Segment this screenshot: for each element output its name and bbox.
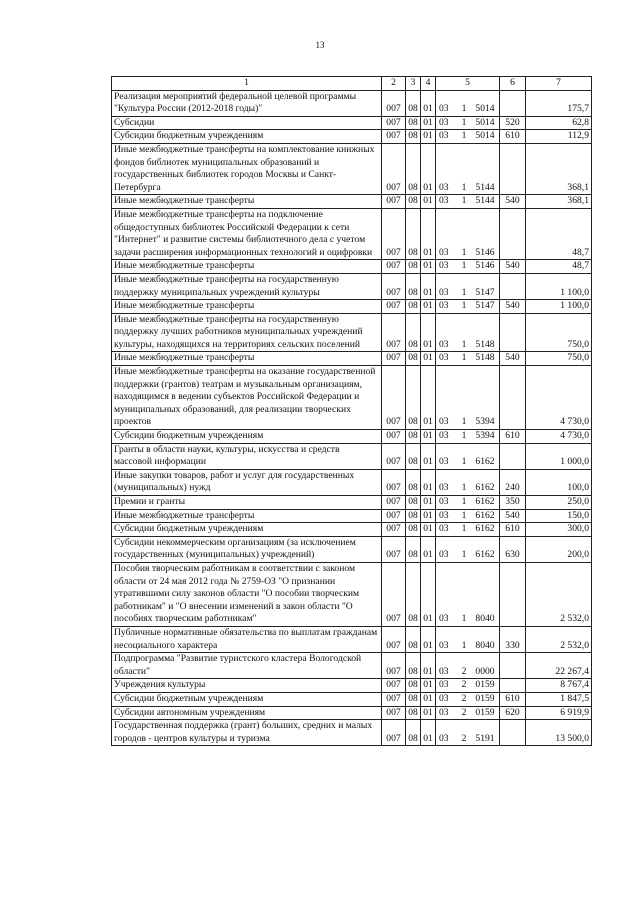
expense-type-code: 540	[500, 300, 526, 314]
section-code: 08	[406, 679, 421, 693]
expense-name: Учреждения культуры	[112, 679, 382, 693]
target-article-subprogram: 1	[461, 195, 467, 207]
table-row	[112, 143, 592, 194]
table-row	[112, 496, 592, 510]
target-article-program: 03	[439, 692, 449, 704]
amount: 112,9	[526, 130, 592, 144]
column-header: 6	[500, 77, 526, 91]
amount: 368,1	[526, 195, 592, 209]
target-article-item: 8040	[475, 639, 495, 651]
expense-name: Иные межбюджетные трансферты	[112, 300, 382, 314]
expense-name: Иные закупки товаров, работ и услуг для государственных (муниципальных) нужд	[112, 469, 382, 495]
target-article-subprogram: 2	[461, 692, 467, 704]
expense-type-code: 610	[500, 523, 526, 537]
amount: 2 532,0	[526, 562, 592, 626]
target-article-subprogram: 1	[461, 246, 467, 258]
target-article-item: 8040	[475, 613, 495, 625]
expense-name: Субсидии автономным учреждениям	[112, 706, 382, 720]
table-row	[112, 562, 592, 626]
expense-type-code: 610	[500, 430, 526, 444]
expense-type-code: 540	[500, 260, 526, 274]
subsection-code: 01	[421, 443, 436, 469]
target-article-item: 6162	[475, 549, 495, 561]
section-code: 08	[406, 366, 421, 430]
expense-name: Премии и гранты	[112, 496, 382, 510]
table-row	[112, 90, 592, 116]
ministry-code: 007	[382, 195, 406, 209]
target-article-code	[436, 430, 500, 444]
target-article-item: 6162	[475, 523, 495, 535]
target-article-item: 5014	[475, 103, 495, 115]
expense-type-code: 540	[500, 509, 526, 523]
target-article-program: 03	[439, 116, 449, 128]
amount: 175,7	[526, 90, 592, 116]
expense-name: Иные межбюджетные трансферты	[112, 195, 382, 209]
expense-name: Субсидии бюджетным учреждениям	[112, 430, 382, 444]
ministry-code: 007	[382, 536, 406, 562]
amount: 750,0	[526, 352, 592, 366]
subsection-code: 01	[421, 130, 436, 144]
target-article-subprogram: 2	[461, 679, 467, 691]
expense-type-code: 240	[500, 469, 526, 495]
target-article-code	[436, 536, 500, 562]
ministry-code: 007	[382, 706, 406, 720]
budget-table	[111, 76, 592, 746]
ministry-code: 007	[382, 366, 406, 430]
ministry-code: 007	[382, 300, 406, 314]
target-article-program: 03	[439, 260, 449, 272]
section-code: 08	[406, 352, 421, 366]
expense-type-code: 520	[500, 116, 526, 130]
target-article-program: 03	[439, 338, 449, 350]
expense-type-code: 350	[500, 496, 526, 510]
subsection-code: 01	[421, 653, 436, 679]
target-article-program: 03	[439, 456, 449, 468]
target-article-subprogram: 1	[461, 523, 467, 535]
ministry-code: 007	[382, 653, 406, 679]
ministry-code: 007	[382, 469, 406, 495]
table-row	[112, 626, 592, 652]
ministry-code: 007	[382, 692, 406, 706]
target-article-code	[436, 562, 500, 626]
target-article-program: 03	[439, 639, 449, 651]
table-row	[112, 260, 592, 274]
expense-name: Иные межбюджетные трансферты	[112, 352, 382, 366]
target-article-program: 03	[439, 246, 449, 258]
subsection-code: 01	[421, 260, 436, 274]
subsection-code: 01	[421, 679, 436, 693]
table-header-row	[112, 77, 592, 91]
section-code: 08	[406, 720, 421, 746]
table-row	[112, 692, 592, 706]
target-article-program: 03	[439, 300, 449, 312]
amount: 750,0	[526, 313, 592, 352]
subsection-code: 01	[421, 692, 436, 706]
table-row	[112, 430, 592, 444]
amount: 200,0	[526, 536, 592, 562]
amount: 100,0	[526, 469, 592, 495]
target-article-item: 5146	[475, 246, 495, 258]
target-article-code	[436, 626, 500, 652]
section-code: 08	[406, 90, 421, 116]
table-row	[112, 352, 592, 366]
target-article-code	[436, 653, 500, 679]
target-article-code	[436, 706, 500, 720]
expense-name: Иные межбюджетные трансферты на подключение общедоступных библиотек Российской Федерации к сети "Интернет" и развитие системы библиотечного дела с учетом задачи расширения информационных технологий и оцифровки	[112, 208, 382, 259]
target-article-subprogram: 1	[461, 430, 467, 442]
expense-name: Иные межбюджетные трансферты	[112, 509, 382, 523]
ministry-code: 007	[382, 430, 406, 444]
expense-type-code: 540	[500, 352, 526, 366]
expense-type-code: 330	[500, 626, 526, 652]
table-row	[112, 443, 592, 469]
target-article-item: 5394	[475, 430, 495, 442]
subsection-code: 01	[421, 143, 436, 194]
expense-type-code: 540	[500, 195, 526, 209]
target-article-item: 0000	[475, 665, 495, 677]
expense-name: Иные межбюджетные трансферты на государственную поддержку муниципальных учреждений культуры	[112, 273, 382, 299]
expense-name: Иные межбюджетные трансферты на оказание государственной поддержки (грантов) театрам и музыкальным организациям, находящимся в ведении субъектов Российской Федерации и муниципальных образований, для реализации творческих проектов	[112, 366, 382, 430]
section-code: 08	[406, 469, 421, 495]
amount: 48,7	[526, 208, 592, 259]
expense-name: Пособия творческим работникам в соответствии с законом области от 24 мая 2012 года № 2759-ОЗ "О признании утратившими силу законов области "О пособии творческим работникам" и "О внесении изменений в закон области "О пособиях творческим работникам"	[112, 562, 382, 626]
target-article-program: 03	[439, 352, 449, 364]
expense-name: Субсидии	[112, 116, 382, 130]
section-code: 08	[406, 536, 421, 562]
expense-type-code: 610	[500, 130, 526, 144]
target-article-item: 5394	[475, 416, 495, 428]
expense-type-code	[500, 90, 526, 116]
target-article-subprogram: 1	[461, 181, 467, 193]
section-code: 08	[406, 130, 421, 144]
target-article-item: 5147	[475, 286, 495, 298]
section-code: 08	[406, 443, 421, 469]
target-article-program: 03	[439, 130, 449, 142]
target-article-item: 5191	[475, 732, 495, 744]
table-row	[112, 130, 592, 144]
page-number: 13	[315, 40, 325, 50]
subsection-code: 01	[421, 273, 436, 299]
section-code: 08	[406, 430, 421, 444]
target-article-code	[436, 509, 500, 523]
target-article-item: 5148	[475, 352, 495, 364]
expense-name: Иные межбюджетные трансферты	[112, 260, 382, 274]
table-row	[112, 509, 592, 523]
ministry-code: 007	[382, 208, 406, 259]
target-article-item: 6162	[475, 509, 495, 521]
column-header: 7	[526, 77, 592, 91]
amount: 4 730,0	[526, 366, 592, 430]
amount: 1 847,5	[526, 692, 592, 706]
target-article-subprogram: 2	[461, 665, 467, 677]
ministry-code: 007	[382, 509, 406, 523]
target-article-program: 03	[439, 665, 449, 677]
expense-name: Иные межбюджетные трансферты на государственную поддержку лучших работников муниципальных учреждений культуры, находящихся на территориях сельских поселений	[112, 313, 382, 352]
target-article-subprogram: 1	[461, 103, 467, 115]
subsection-code: 01	[421, 523, 436, 537]
target-article-item: 5146	[475, 260, 495, 272]
subsection-code: 01	[421, 536, 436, 562]
target-article-item: 5144	[475, 181, 495, 193]
subsection-code: 01	[421, 352, 436, 366]
target-article-item: 0159	[475, 706, 495, 718]
target-article-code	[436, 273, 500, 299]
target-article-program: 03	[439, 549, 449, 561]
ministry-code: 007	[382, 679, 406, 693]
target-article-item: 6162	[475, 456, 495, 468]
ministry-code: 007	[382, 130, 406, 144]
section-code: 08	[406, 509, 421, 523]
section-code: 08	[406, 273, 421, 299]
section-code: 08	[406, 496, 421, 510]
target-article-item: 0159	[475, 692, 495, 704]
target-article-program: 03	[439, 286, 449, 298]
target-article-subprogram: 1	[461, 338, 467, 350]
ministry-code: 007	[382, 443, 406, 469]
table-row	[112, 523, 592, 537]
target-article-subprogram: 1	[461, 116, 467, 128]
target-article-program: 03	[439, 732, 449, 744]
table-row	[112, 720, 592, 746]
target-article-subprogram: 1	[461, 260, 467, 272]
target-article-subprogram: 2	[461, 706, 467, 718]
target-article-item: 5148	[475, 338, 495, 350]
ministry-code: 007	[382, 116, 406, 130]
expense-type-code	[500, 443, 526, 469]
subsection-code: 01	[421, 626, 436, 652]
target-article-item: 5144	[475, 195, 495, 207]
expense-type-code	[500, 143, 526, 194]
column-header: 5	[436, 77, 500, 91]
amount: 1 000,0	[526, 443, 592, 469]
target-article-code	[436, 469, 500, 495]
expense-type-code: 630	[500, 536, 526, 562]
target-article-program: 03	[439, 509, 449, 521]
subsection-code: 01	[421, 116, 436, 130]
column-header: 2	[382, 77, 406, 91]
target-article-subprogram: 1	[461, 300, 467, 312]
expense-type-code	[500, 653, 526, 679]
subsection-code: 01	[421, 195, 436, 209]
target-article-code	[436, 720, 500, 746]
subsection-code: 01	[421, 509, 436, 523]
column-header: 4	[421, 77, 436, 91]
target-article-program: 03	[439, 613, 449, 625]
expense-type-code: 610	[500, 692, 526, 706]
section-code: 08	[406, 195, 421, 209]
table-row	[112, 536, 592, 562]
subsection-code: 01	[421, 562, 436, 626]
target-article-subprogram: 1	[461, 352, 467, 364]
target-article-code	[436, 352, 500, 366]
section-code: 08	[406, 313, 421, 352]
target-article-subprogram: 1	[461, 613, 467, 625]
section-code: 08	[406, 143, 421, 194]
subsection-code: 01	[421, 430, 436, 444]
target-article-item: 6162	[475, 482, 495, 494]
amount: 8 767,4	[526, 679, 592, 693]
table-row	[112, 706, 592, 720]
target-article-subprogram: 1	[461, 416, 467, 428]
ministry-code: 007	[382, 143, 406, 194]
amount: 250,0	[526, 496, 592, 510]
section-code: 08	[406, 116, 421, 130]
target-article-program: 03	[439, 496, 449, 507]
amount: 368,1	[526, 143, 592, 194]
section-code: 08	[406, 692, 421, 706]
expense-name: Государственная поддержка (грант) больших, средних и малых городов - центров культуры и туризма	[112, 720, 382, 746]
table-row	[112, 116, 592, 130]
target-article-subprogram: 1	[461, 509, 467, 521]
target-article-program: 03	[439, 181, 449, 193]
ministry-code: 007	[382, 562, 406, 626]
target-article-code	[436, 195, 500, 209]
target-article-subprogram: 1	[461, 639, 467, 651]
section-code: 08	[406, 653, 421, 679]
expense-name: Субсидии бюджетным учреждениям	[112, 523, 382, 537]
target-article-program: 03	[439, 706, 449, 718]
target-article-code	[436, 116, 500, 130]
ministry-code: 007	[382, 313, 406, 352]
ministry-code: 007	[382, 260, 406, 274]
section-code: 08	[406, 300, 421, 314]
ministry-code: 007	[382, 273, 406, 299]
target-article-item: 0159	[475, 679, 495, 691]
ministry-code: 007	[382, 496, 406, 510]
target-article-subprogram: 1	[461, 456, 467, 468]
target-article-program: 03	[439, 523, 449, 535]
subsection-code: 01	[421, 208, 436, 259]
expense-name: Публичные нормативные обязательства по выплатам гражданам несоциального характера	[112, 626, 382, 652]
table-row	[112, 313, 592, 352]
target-article-program: 03	[439, 482, 449, 494]
table-row	[112, 366, 592, 430]
section-code: 08	[406, 562, 421, 626]
target-article-subprogram: 1	[461, 482, 467, 494]
expense-type-code	[500, 313, 526, 352]
table-row	[112, 653, 592, 679]
expense-type-code	[500, 366, 526, 430]
target-article-code	[436, 366, 500, 430]
table-row	[112, 679, 592, 693]
expense-type-code	[500, 679, 526, 693]
target-article-code	[436, 260, 500, 274]
target-article-item: 5014	[475, 116, 495, 128]
target-article-item: 6162	[475, 496, 495, 507]
subsection-code: 01	[421, 90, 436, 116]
expense-name: Подпрограмма "Развитие туристского кластера Вологодской области"	[112, 653, 382, 679]
table-row	[112, 469, 592, 495]
target-article-program: 03	[439, 679, 449, 691]
table-row	[112, 195, 592, 209]
section-code: 08	[406, 260, 421, 274]
target-article-item: 5014	[475, 130, 495, 142]
target-article-item: 5147	[475, 300, 495, 312]
target-article-subprogram: 1	[461, 286, 467, 298]
target-article-program: 03	[439, 195, 449, 207]
target-article-program: 03	[439, 430, 449, 442]
target-article-subprogram: 1	[461, 496, 467, 507]
subsection-code: 01	[421, 300, 436, 314]
target-article-program: 03	[439, 103, 449, 115]
subsection-code: 01	[421, 313, 436, 352]
target-article-program: 03	[439, 416, 449, 428]
section-code: 08	[406, 706, 421, 720]
subsection-code: 01	[421, 720, 436, 746]
target-article-subprogram: 1	[461, 130, 467, 142]
amount: 62,8	[526, 116, 592, 130]
amount: 48,7	[526, 260, 592, 274]
target-article-code	[436, 300, 500, 314]
target-article-subprogram: 1	[461, 549, 467, 561]
section-code: 08	[406, 626, 421, 652]
table-row	[112, 208, 592, 259]
expense-type-code	[500, 273, 526, 299]
subsection-code: 01	[421, 706, 436, 720]
column-header: 3	[406, 77, 421, 91]
amount: 6 919,9	[526, 706, 592, 720]
expense-type-code: 620	[500, 706, 526, 720]
target-article-subprogram: 2	[461, 732, 467, 744]
subsection-code: 01	[421, 469, 436, 495]
amount: 4 730,0	[526, 430, 592, 444]
expense-name: Реализация мероприятий федеральной целевой программы "Культура России (2012-2018 годы)"	[112, 90, 382, 116]
amount: 300,0	[526, 523, 592, 537]
target-article-code	[436, 523, 500, 537]
amount: 1 100,0	[526, 300, 592, 314]
ministry-code: 007	[382, 626, 406, 652]
expense-name: Субсидии бюджетным учреждениям	[112, 692, 382, 706]
target-article-code	[436, 143, 500, 194]
subsection-code: 01	[421, 366, 436, 430]
target-article-code	[436, 130, 500, 144]
section-code: 08	[406, 208, 421, 259]
ministry-code: 007	[382, 90, 406, 116]
target-article-code	[436, 313, 500, 352]
expense-name: Субсидии бюджетным учреждениям	[112, 130, 382, 144]
expense-type-code	[500, 720, 526, 746]
amount: 1 100,0	[526, 273, 592, 299]
ministry-code: 007	[382, 523, 406, 537]
expense-type-code	[500, 562, 526, 626]
ministry-code: 007	[382, 352, 406, 366]
amount: 22 267,4	[526, 653, 592, 679]
target-article-code	[436, 679, 500, 693]
amount: 13 500,0	[526, 720, 592, 746]
target-article-code	[436, 208, 500, 259]
subsection-code: 01	[421, 496, 436, 510]
column-header: 1	[112, 77, 382, 91]
section-code: 08	[406, 523, 421, 537]
expense-type-code	[500, 208, 526, 259]
target-article-code	[436, 90, 500, 116]
table-row	[112, 273, 592, 299]
amount: 2 532,0	[526, 626, 592, 652]
target-article-code	[436, 692, 500, 706]
ministry-code: 007	[382, 720, 406, 746]
expense-name: Субсидии некоммерческим организациям (за исключением государственных (муниципальных) учреждений)	[112, 536, 382, 562]
target-article-code	[436, 443, 500, 469]
table-row	[112, 300, 592, 314]
target-article-code	[436, 496, 500, 510]
amount: 150,0	[526, 509, 592, 523]
expense-name: Гранты в области науки, культуры, искусства и средств массовой информации	[112, 443, 382, 469]
expense-name: Иные межбюджетные трансферты на комплектование книжных фондов библиотек муниципальных образований и государственных библиотек городов Москвы и Санкт-Петербурга	[112, 143, 382, 194]
